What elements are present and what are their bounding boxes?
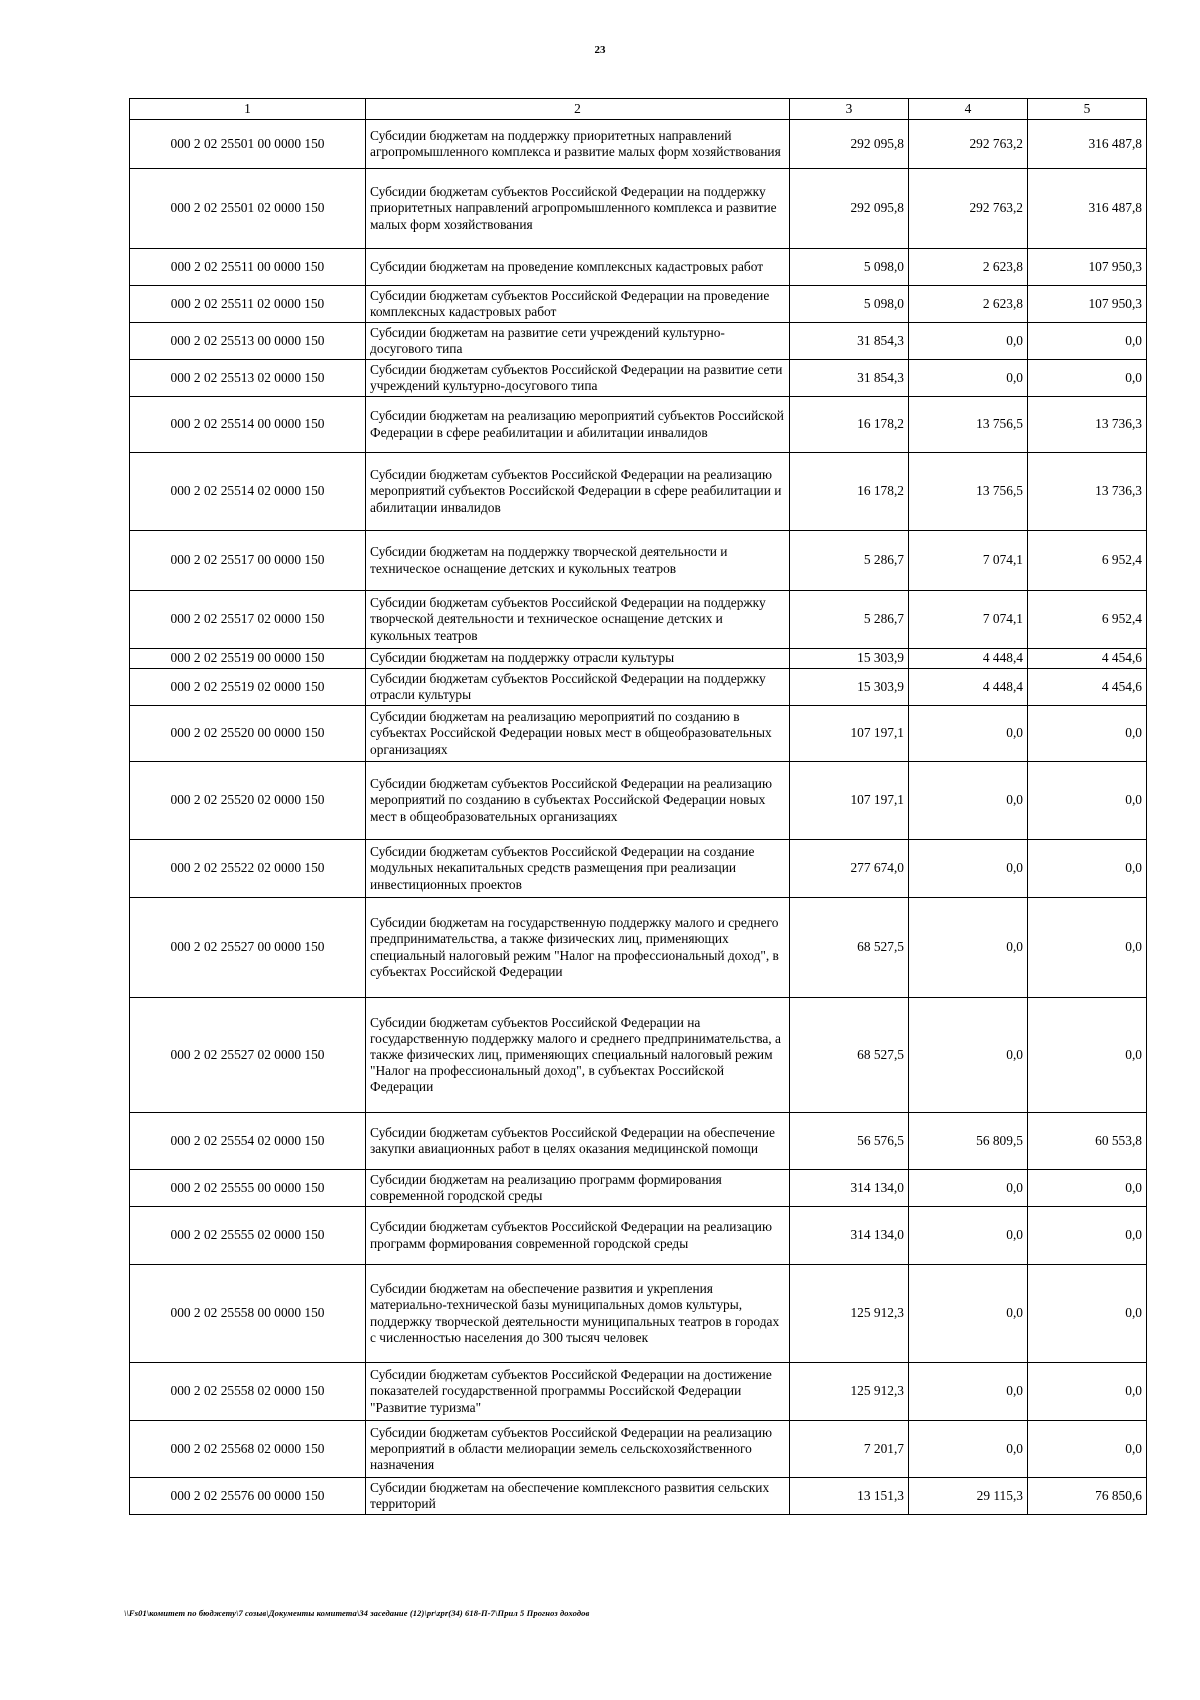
revenue-name: Субсидии бюджетам на государственную поддержку малого и среднего предпринимательства, а также физических лиц, применяющих специальный налоговый режим "Налог на профессиональный доход", в субъектах Российской Федерации: [366, 898, 790, 998]
value-col-5: 0,0: [1028, 898, 1147, 998]
value-col-5: 0,0: [1028, 360, 1147, 397]
budget-code: 000 2 02 25527 02 0000 150: [130, 998, 366, 1113]
value-col-5: 316 487,8: [1028, 169, 1147, 249]
value-col-3: 5 098,0: [790, 286, 909, 323]
value-col-5: 6 952,4: [1028, 531, 1147, 591]
revenue-name: Субсидии бюджетам субъектов Российской Федерации на развитие сети учреждений культурно-досугового типа: [366, 360, 790, 397]
value-col-4: 2 623,8: [909, 286, 1028, 323]
revenue-name: Субсидии бюджетам субъектов Российской Федерации на государственную поддержку малого и среднего предпринимательства, а также физических лиц, применяющих специальный налоговый режим "Налог на профессиональный доход", в субъектах Российской Федерации: [366, 998, 790, 1113]
revenue-name: Субсидии бюджетам на обеспечение развития и укрепления материально-технической базы муниципальных домов культуры, поддержку творческой деятельности муниципальных театров в городах с численностью населения до 300 тысяч человек: [366, 1265, 790, 1363]
value-col-3: 277 674,0: [790, 840, 909, 898]
budget-code: 000 2 02 25514 00 0000 150: [130, 397, 366, 453]
budget-code: 000 2 02 25527 00 0000 150: [130, 898, 366, 998]
value-col-4: 4 448,4: [909, 669, 1028, 706]
table-row: [130, 286, 1147, 323]
table-row: [130, 1113, 1147, 1170]
table-header-row: [130, 99, 1147, 120]
revenue-name: Субсидии бюджетам субъектов Российской Федерации на реализацию мероприятий по созданию в субъектах Российской Федерации новых мест в общеобразовательных организациях: [366, 762, 790, 840]
value-col-3: 7 201,7: [790, 1421, 909, 1478]
revenue-name: Субсидии бюджетам на поддержку приоритетных направлений агропромышленного комплекса и развитие малых форм хозяйствования: [366, 120, 790, 169]
budget-code: 000 2 02 25568 02 0000 150: [130, 1421, 366, 1478]
table-row: [130, 120, 1147, 169]
budget-code: 000 2 02 25558 02 0000 150: [130, 1363, 366, 1421]
revenue-name: Субсидии бюджетам на поддержку отрасли культуры: [366, 649, 790, 669]
table-row: [130, 1421, 1147, 1478]
value-col-5: 0,0: [1028, 762, 1147, 840]
value-col-5: 0,0: [1028, 1207, 1147, 1265]
value-col-3: 107 197,1: [790, 706, 909, 762]
value-col-4: 7 074,1: [909, 531, 1028, 591]
revenue-name: Субсидии бюджетам субъектов Российской Федерации на поддержку отрасли культуры: [366, 669, 790, 706]
table-row: [130, 762, 1147, 840]
budget-code: 000 2 02 25511 00 0000 150: [130, 249, 366, 286]
table-row: [130, 591, 1147, 649]
budget-code: 000 2 02 25554 02 0000 150: [130, 1113, 366, 1170]
value-col-5: 0,0: [1028, 1421, 1147, 1478]
revenue-name: Субсидии бюджетам субъектов Российской Федерации на создание модульных некапитальных средств размещения при реализации инвестиционных проектов: [366, 840, 790, 898]
page-number: 23: [594, 44, 606, 56]
value-col-4: 7 074,1: [909, 591, 1028, 649]
revenue-name: Субсидии бюджетам субъектов Российской Федерации на достижение показателей государственной программы Российской Федерации "Развитие туризма": [366, 1363, 790, 1421]
value-col-4: 13 756,5: [909, 453, 1028, 531]
table-row: [130, 706, 1147, 762]
value-col-4: 0,0: [909, 840, 1028, 898]
value-col-5: 107 950,3: [1028, 286, 1147, 323]
value-col-3: 5 098,0: [790, 249, 909, 286]
value-col-4: 0,0: [909, 360, 1028, 397]
value-col-4: 0,0: [909, 1207, 1028, 1265]
value-col-5: 60 553,8: [1028, 1113, 1147, 1170]
table-row: [130, 323, 1147, 360]
budget-code: 000 2 02 25576 00 0000 150: [130, 1478, 366, 1515]
revenue-name: Субсидии бюджетам на обеспечение комплексного развития сельских территорий: [366, 1478, 790, 1515]
table-row: [130, 453, 1147, 531]
value-col-4: 0,0: [909, 706, 1028, 762]
revenue-name: Субсидии бюджетам субъектов Российской Федерации на поддержку приоритетных направлений агропромышленного комплекса и развитие малых форм хозяйствования: [366, 169, 790, 249]
value-col-5: 0,0: [1028, 1363, 1147, 1421]
value-col-4: 0,0: [909, 898, 1028, 998]
value-col-3: 292 095,8: [790, 120, 909, 169]
budget-code: 000 2 02 25517 00 0000 150: [130, 531, 366, 591]
file-path-footer: \\Fs01\комитет по бюджету\7 созыв\Документы комитета\34 заседание (12)\pr\zpr(34) 618-П-7\Прил 5 Прогноз доходов: [124, 1608, 590, 1618]
revenue-name: Субсидии бюджетам на реализацию мероприятий субъектов Российской Федерации в сфере реабилитации и абилитации инвалидов: [366, 397, 790, 453]
value-col-3: 125 912,3: [790, 1363, 909, 1421]
value-col-3: 5 286,7: [790, 531, 909, 591]
header-col-4: 4: [909, 99, 1028, 120]
table-row: [130, 397, 1147, 453]
value-col-3: 16 178,2: [790, 453, 909, 531]
revenue-name: Субсидии бюджетам субъектов Российской Федерации на реализацию мероприятий субъектов Российской Федерации в сфере реабилитации и абилитации инвалидов: [366, 453, 790, 531]
value-col-3: 292 095,8: [790, 169, 909, 249]
revenue-name: Субсидии бюджетам на реализацию мероприятий по созданию в субъектах Российской Федерации новых мест в общеобразовательных организациях: [366, 706, 790, 762]
table-row: [130, 998, 1147, 1113]
value-col-4: 0,0: [909, 323, 1028, 360]
budget-code: 000 2 02 25517 02 0000 150: [130, 591, 366, 649]
revenue-name: Субсидии бюджетам субъектов Российской Федерации на реализацию мероприятий в области мелиорации земель сельскохозяйственного назначения: [366, 1421, 790, 1478]
budget-code: 000 2 02 25513 00 0000 150: [130, 323, 366, 360]
value-col-4: 29 115,3: [909, 1478, 1028, 1515]
value-col-4: 4 448,4: [909, 649, 1028, 669]
value-col-5: 107 950,3: [1028, 249, 1147, 286]
budget-code: 000 2 02 25513 02 0000 150: [130, 360, 366, 397]
value-col-5: 0,0: [1028, 706, 1147, 762]
value-col-5: 6 952,4: [1028, 591, 1147, 649]
value-col-4: 13 756,5: [909, 397, 1028, 453]
budget-code: 000 2 02 25514 02 0000 150: [130, 453, 366, 531]
value-col-3: 314 134,0: [790, 1170, 909, 1207]
value-col-3: 31 854,3: [790, 360, 909, 397]
table-row: [130, 1170, 1147, 1207]
value-col-3: 5 286,7: [790, 591, 909, 649]
table-row: [130, 898, 1147, 998]
value-col-3: 314 134,0: [790, 1207, 909, 1265]
value-col-3: 56 576,5: [790, 1113, 909, 1170]
value-col-3: 68 527,5: [790, 998, 909, 1113]
value-col-3: 15 303,9: [790, 649, 909, 669]
value-col-3: 68 527,5: [790, 898, 909, 998]
revenue-name: Субсидии бюджетам на поддержку творческой деятельности и техническое оснащение детских и кукольных театров: [366, 531, 790, 591]
revenue-name: Субсидии бюджетам субъектов Российской Федерации на поддержку творческой деятельности и техническое оснащение детских и кукольных театров: [366, 591, 790, 649]
value-col-4: 56 809,5: [909, 1113, 1028, 1170]
value-col-3: 107 197,1: [790, 762, 909, 840]
value-col-4: 0,0: [909, 762, 1028, 840]
revenue-name: Субсидии бюджетам субъектов Российской Федерации на обеспечение закупки авиационных работ в целях оказания медицинской помощи: [366, 1113, 790, 1170]
budget-code: 000 2 02 25558 00 0000 150: [130, 1265, 366, 1363]
budget-code: 000 2 02 25511 02 0000 150: [130, 286, 366, 323]
header-col-3: 3: [790, 99, 909, 120]
budget-code: 000 2 02 25519 00 0000 150: [130, 649, 366, 669]
value-col-3: 31 854,3: [790, 323, 909, 360]
revenue-name: Субсидии бюджетам на проведение комплексных кадастровых работ: [366, 249, 790, 286]
budget-code: 000 2 02 25520 02 0000 150: [130, 762, 366, 840]
table-row: [130, 169, 1147, 249]
value-col-5: 0,0: [1028, 1265, 1147, 1363]
value-col-3: 13 151,3: [790, 1478, 909, 1515]
value-col-5: 4 454,6: [1028, 649, 1147, 669]
revenue-name: Субсидии бюджетам субъектов Российской Федерации на реализацию программ формирования современной городской среды: [366, 1207, 790, 1265]
value-col-4: 0,0: [909, 1170, 1028, 1207]
budget-code: 000 2 02 25522 02 0000 150: [130, 840, 366, 898]
table-row: [130, 360, 1147, 397]
table-row: [130, 249, 1147, 286]
value-col-4: 292 763,2: [909, 169, 1028, 249]
value-col-4: 0,0: [909, 1265, 1028, 1363]
table-row: [130, 1363, 1147, 1421]
table-row: [130, 1478, 1147, 1515]
revenue-name: Субсидии бюджетам на развитие сети учреждений культурно-досугового типа: [366, 323, 790, 360]
value-col-4: 0,0: [909, 1363, 1028, 1421]
budget-revenue-table: [129, 98, 1147, 1515]
value-col-3: 15 303,9: [790, 669, 909, 706]
budget-code: 000 2 02 25555 00 0000 150: [130, 1170, 366, 1207]
value-col-4: 0,0: [909, 1421, 1028, 1478]
value-col-5: 13 736,3: [1028, 453, 1147, 531]
table-row: [130, 1207, 1147, 1265]
table-row: [130, 669, 1147, 706]
value-col-5: 4 454,6: [1028, 669, 1147, 706]
value-col-3: 16 178,2: [790, 397, 909, 453]
value-col-5: 13 736,3: [1028, 397, 1147, 453]
budget-code: 000 2 02 25501 00 0000 150: [130, 120, 366, 169]
header-col-1: 1: [130, 99, 366, 120]
table-row: [130, 531, 1147, 591]
value-col-5: 0,0: [1028, 998, 1147, 1113]
header-col-5: 5: [1028, 99, 1147, 120]
value-col-3: 125 912,3: [790, 1265, 909, 1363]
revenue-name: Субсидии бюджетам на реализацию программ формирования современной городской среды: [366, 1170, 790, 1207]
value-col-4: 292 763,2: [909, 120, 1028, 169]
budget-code: 000 2 02 25520 00 0000 150: [130, 706, 366, 762]
table-row: [130, 840, 1147, 898]
header-col-2: 2: [366, 99, 790, 120]
value-col-5: 316 487,8: [1028, 120, 1147, 169]
table-row: [130, 1265, 1147, 1363]
budget-code: 000 2 02 25555 02 0000 150: [130, 1207, 366, 1265]
value-col-5: 0,0: [1028, 323, 1147, 360]
revenue-name: Субсидии бюджетам субъектов Российской Федерации на проведение комплексных кадастровых работ: [366, 286, 790, 323]
value-col-4: 0,0: [909, 998, 1028, 1113]
value-col-5: 76 850,6: [1028, 1478, 1147, 1515]
value-col-5: 0,0: [1028, 1170, 1147, 1207]
value-col-4: 2 623,8: [909, 249, 1028, 286]
budget-code: 000 2 02 25519 02 0000 150: [130, 669, 366, 706]
table-row: [130, 649, 1147, 669]
value-col-5: 0,0: [1028, 840, 1147, 898]
budget-code: 000 2 02 25501 02 0000 150: [130, 169, 366, 249]
